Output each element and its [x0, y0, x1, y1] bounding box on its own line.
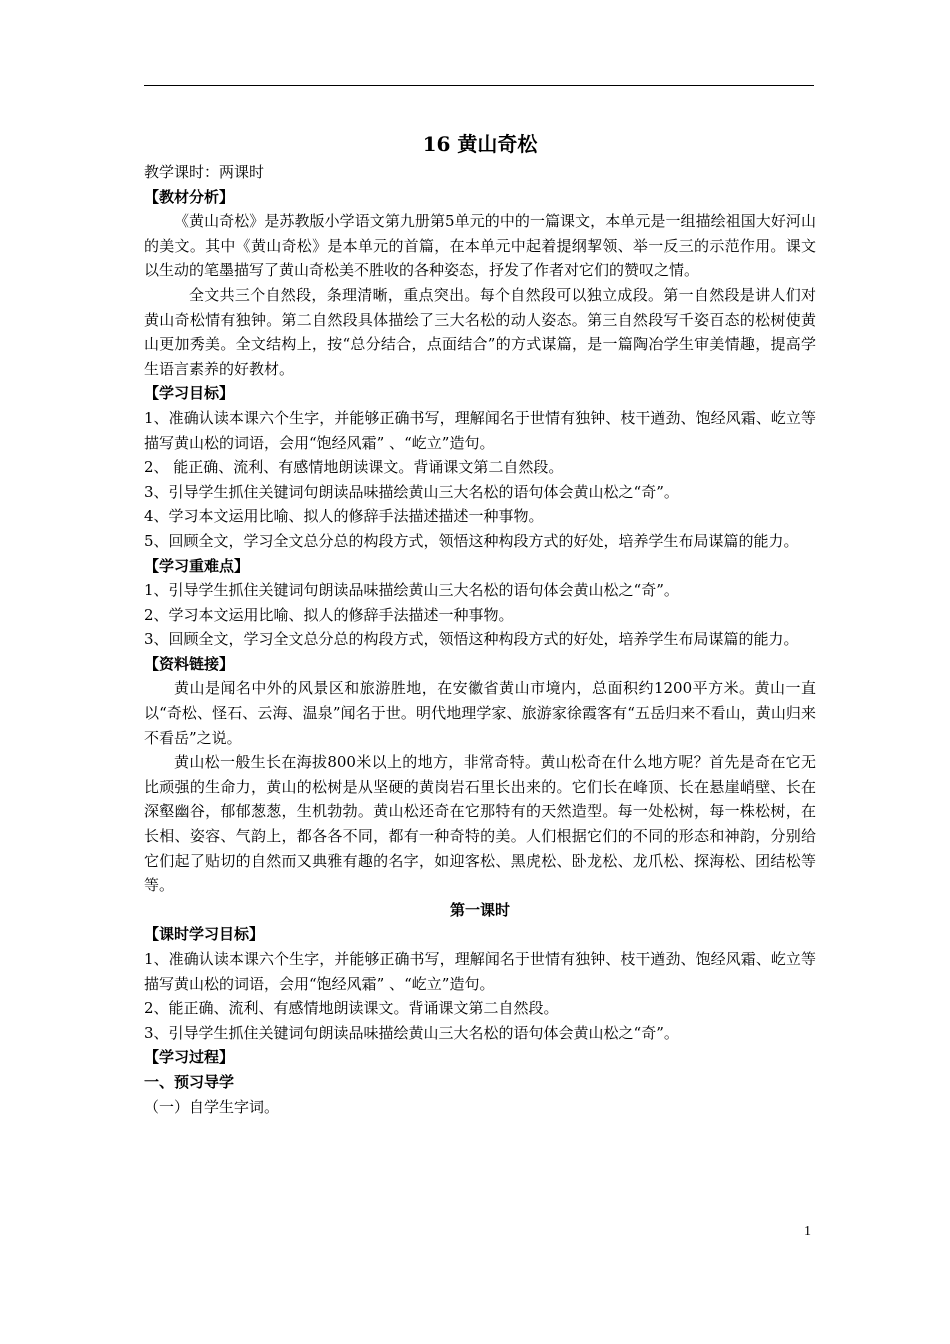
- process-step-heading: 一、预习导学: [144, 1072, 235, 1091]
- goal-item: 5、回顾全文，学习全文总分总的构段方式，领悟这种构段方式的好处，培养学生布局谋篇的能力。: [144, 531, 799, 550]
- lesson-goal-item: 2、能正确、流利、有感情地朗读课文。背诵课文第二自然段。: [144, 999, 559, 1018]
- page-number: 1: [804, 1224, 811, 1239]
- section-heading-process: 【学习过程】: [144, 1048, 235, 1067]
- document-title: 16 黄山奇松: [422, 132, 538, 156]
- keypoint-item: 1、引导学生抓住关键词句朗读品味描绘黄山三大名松的语句体会黄山松之“奇”。: [144, 581, 679, 600]
- goal-item: 3、引导学生抓住关键词句朗读品味描绘黄山三大名松的语句体会黄山松之“奇”。: [144, 482, 679, 501]
- section-heading-material: 【教材分析】: [144, 187, 235, 206]
- class-hours: 教学课时：两课时: [144, 163, 265, 181]
- material-paragraph-1: 《黄山奇松》是苏教版小学语文第九册第5单元的中的一篇课文，本单元是一组描绘祖国大好河山的美文。其中《黄山奇松》是本单元的首篇，在本单元中起着提纲挈领、举一反三的示范作用。课文以生动的笔墨描写了黄山奇松美不胜收的各种姿态，抒发了作者对它们的赞叹之情。: [144, 212, 816, 280]
- goal-item: 4、学习本文运用比喻、拟人的修辞手法描述描述一种事物。: [144, 507, 544, 526]
- section-heading-goals: 【学习目标】: [144, 384, 235, 403]
- material-paragraph-2: 全文共三个自然段，条理清晰，重点突出。每个自然段可以独立成段。第一自然段是讲人们对黄山奇松情有独钟。第二自然段具体描绘了三大名松的动人姿态。第三自然段写千姿百态的松树使黄山更加秀美。全文结构上，按“总分结合，点面结合”的方式谋篇，是一篇陶冶学生审美情趣，提高学生语言素养的好教材。: [144, 285, 816, 378]
- lesson-goal-item: 3、引导学生抓住关键词句朗读品味描绘黄山三大名松的语句体会黄山松之“奇”。: [144, 1023, 679, 1042]
- goal-item: 1、准确认读本课六个生字，并能够正确书写，理解闻名于世情有独钟、枝干遒劲、饱经风霜、屹立等描写黄山松的词语，会用“饱经风霜” 、“屹立”造句。: [144, 408, 816, 452]
- section-heading-lesson-goals: 【课时学习目标】: [144, 925, 265, 944]
- lesson-goal-item: 1、准确认读本课六个生字，并能够正确书写，理解闻名于世情有独钟、枝干遒劲、饱经风霜、屹立等描写黄山松的词语，会用“饱经风霜” 、“屹立”造句。: [144, 950, 816, 993]
- resources-paragraph-1: 黄山是闻名中外的风景区和旅游胜地，在安徽省黄山市境内，总面积约1200平方米。黄山一直以“奇松、怪石、云海、温泉”闻名于世。明代地理学家、旅游家徐霞客有“五岳归来不看山，黄山归来不看岳”之说。: [144, 679, 816, 747]
- section-heading-resources: 【资料链接】: [144, 654, 235, 673]
- header-rule: [144, 85, 814, 86]
- section-heading-keypoints: 【学习重难点】: [144, 556, 250, 575]
- goal-item: 2、 能正确、流利、有感情地朗读课文。背诵课文第二自然段。: [144, 458, 564, 477]
- process-substep: （一）自学生字词。: [144, 1097, 280, 1116]
- document-body: [144, 128, 816, 1119]
- keypoint-item: 3、回顾全文，学习全文总分总的构段方式，领悟这种构段方式的好处，培养学生布局谋篇的能力。: [144, 630, 799, 649]
- resources-paragraph-2: 黄山松一般生长在海拔800米以上的地方，非常奇特。黄山松奇在什么地方呢？首先是奇在它无比顽强的生命力，黄山的松树是从坚硬的黄岗岩石里长出来的。它们长在峰顶、长在悬崖峭壁、长在深壑幽谷，郁郁葱葱，生机勃勃。黄山松还奇在它那特有的天然造型。每一处松树，每一株松树，在长相、姿容、气韵上，都各各不同，都有一种奇特的美。人们根据它们的不同的形态和神韵，分别给它们起了贴切的自然而又典雅有趣的名字，如迎客松、黑虎松、卧龙松、龙爪松、探海松、团结松等等。: [144, 753, 816, 895]
- lesson-heading: 第一课时: [449, 900, 510, 919]
- keypoint-item: 2、学习本文运用比喻、拟人的修辞手法描述一种事物。: [144, 605, 514, 624]
